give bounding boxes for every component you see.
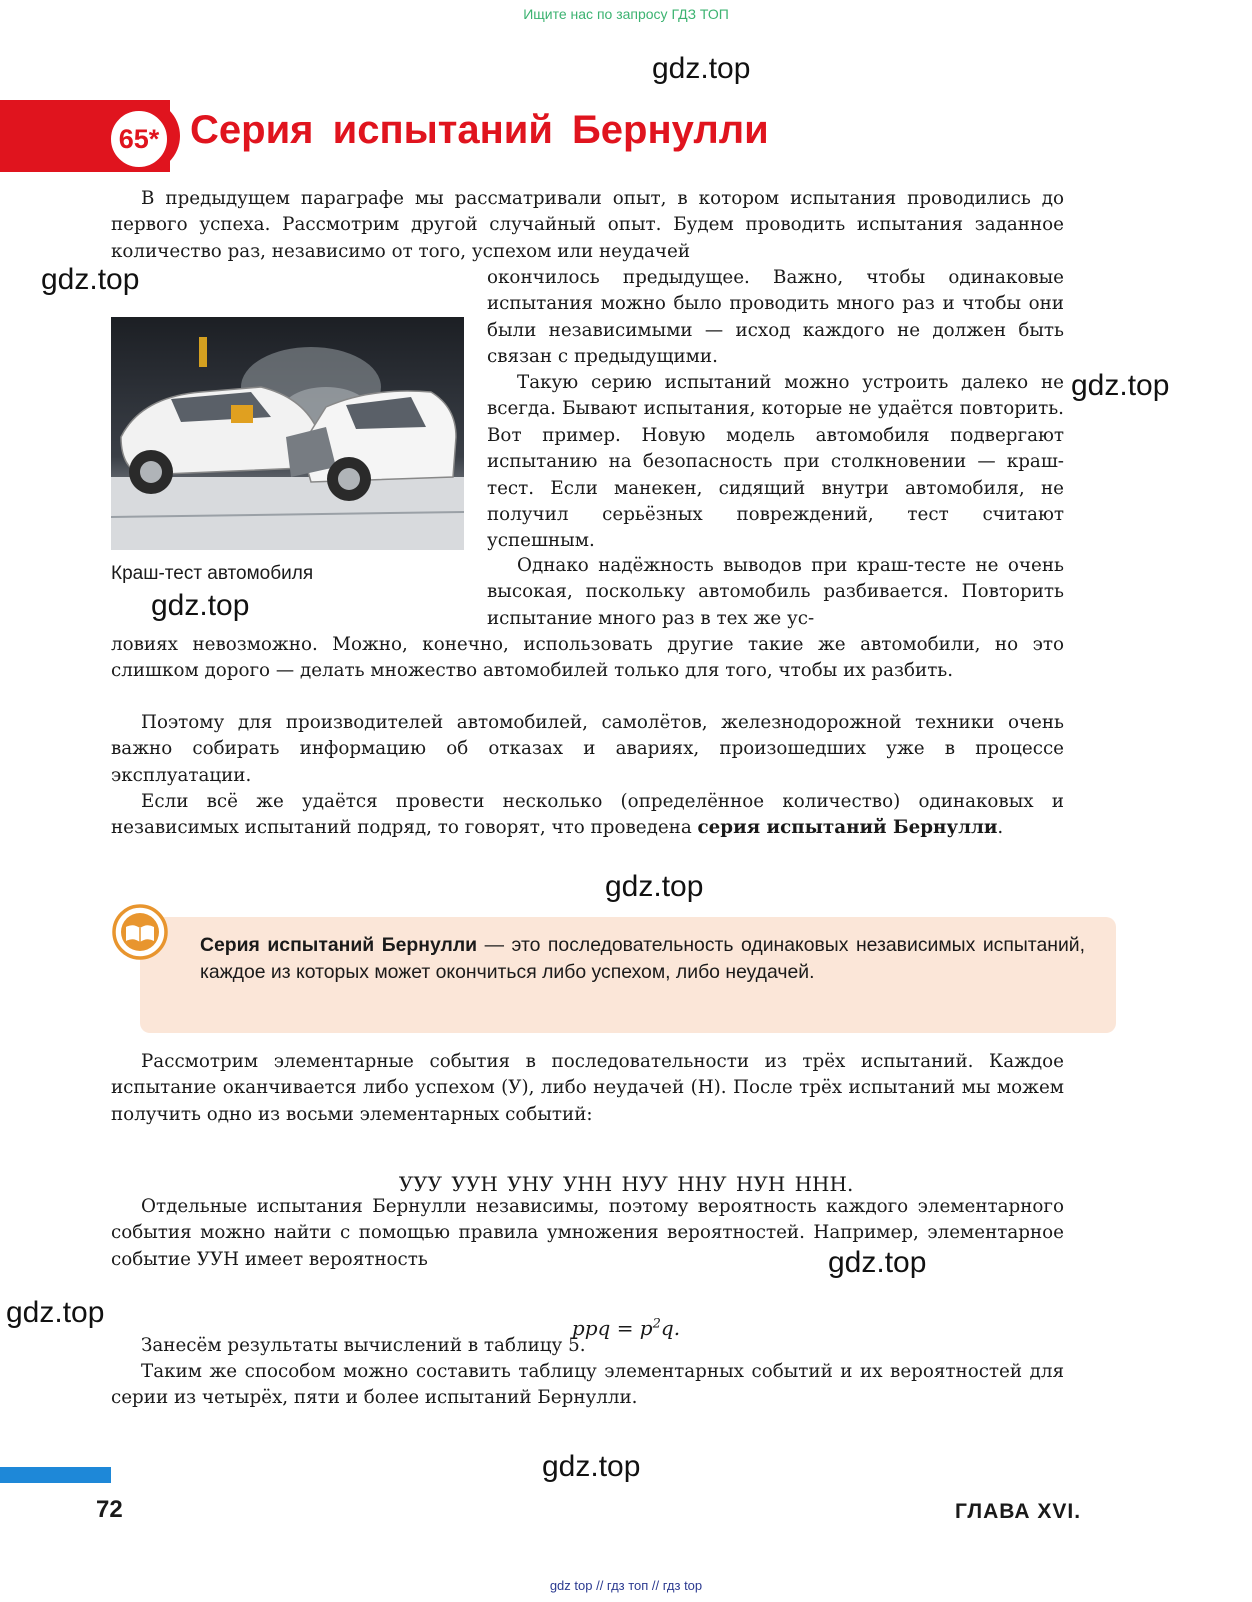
formula-right: q. — [660, 1316, 681, 1340]
p5-text: Если всё же удаётся провести несколько (определённое количество) одинаковых и независимых испытаний подряд, то говорят, что проведена — [111, 791, 1064, 839]
intro-paragraph-4: Поэтому для производителей автомобилей, самолётов, железнодорожной техники очень важно собирать информацию об отказах и авариях, произошедших уже в процессе эксплуатации. — [111, 712, 1064, 786]
elementary-events: УУУ УУН УНУ УНН НУУ ННУ НУН ННН. — [398, 1172, 854, 1196]
definition-body: — это последовательность одинаковых независимых испытаний, каждое из которых может окончиться либо успехом, либо неудачей. — [200, 934, 1085, 983]
page-number: 72 — [96, 1496, 123, 1523]
watermark: gdz.top — [828, 1246, 927, 1279]
footer-links[interactable]: gdz top // гдз топ // гдз top — [549, 1578, 703, 1593]
chapter-label: ГЛАВА XVI. — [955, 1500, 1082, 1523]
page-marker-bar — [0, 1467, 111, 1483]
intro-paragraph-1: окончилось предыдущее. Важно, чтобы одинаковые испытания можно было проводить много раз и чтобы они были независимыми — исход каждого не должен быть связан с предыдущими. — [487, 267, 1064, 368]
intro-paragraph-start: В предыдущем параграфе мы рассматривали опыт, в котором испытания проводились до первого успеха. Рассмотрим другой случайный опыт. Будем проводить испытания заданное количество раз, независимо от того, успехом или неудачей — [111, 188, 1064, 262]
book-icon — [111, 903, 169, 961]
p5-term: серия испытаний Бернулли — [697, 817, 998, 839]
watermark: gdz.top — [652, 52, 751, 85]
photo-caption: Краш-тест автомобиля — [111, 563, 314, 584]
page-title: Серия испытаний Бернулли — [190, 108, 769, 152]
watermark: gdz.top — [6, 1296, 105, 1329]
intro-paragraph-3: Однако надёжность выводов при краш-тесте не очень высокая, поскольку автомобиль разбивается. Повторить испытание много раз в тех же ус- — [487, 555, 1064, 629]
p5-end: . — [997, 817, 1004, 839]
formula-exponent: 2 — [652, 1316, 661, 1332]
formula-left: ppq = p — [571, 1316, 653, 1340]
watermark: gdz.top — [1071, 369, 1170, 402]
events-paragraph: Рассмотрим элементарные события в последовательности из трёх испытаний. Каждое испытание оканчивается либо успехом (У), либо неудачей (Н). После трёх испытаний мы можем получить одно из восьми элементарных событий: — [111, 1051, 1064, 1125]
intro-paragraph-2: Такую серию испытаний можно устроить далеко не всегда. Бывают испытания, которые не удаётся повторить. Вот пример. Новую модель автомобиля подвергают испытанию на безопасность при столкновении — краш-тест. Если манекен, сидящий внутри автомобиля, не получил серьёзных повреждений, тест считают успешным. — [487, 372, 1064, 552]
closing-paragraph: Таким же способом можно составить таблицу элементарных событий и их вероятностей для серии из четырёх, пяти и более испытаний Бернулли. — [111, 1361, 1064, 1409]
search-hint: Ищите нас по запросу ГДЗ ТОП — [523, 6, 729, 22]
probability-paragraph: Отдельные испытания Бернулли независимы, поэтому вероятность каждого элементарного события можно найти с помощью правила умножения вероятностей. Например, элементарное событие УУН имеет вероятность — [111, 1196, 1064, 1270]
intro-paragraph-5 — [111, 789, 1064, 842]
intro-paragraph-3-tail: ловиях невозможно. Можно, конечно, использовать другие такие же автомобили, но это слишком дорого — делать множество автомобилей только для того, чтобы их разбить. — [111, 634, 1064, 682]
table-note: Занесём результаты вычислений в таблицу 5. — [141, 1335, 586, 1356]
crash-test-photo — [111, 317, 464, 550]
section-number: 65* — [108, 108, 170, 170]
definition-text — [200, 932, 1085, 985]
definition-term: Серия испытаний Бернулли — [200, 934, 478, 956]
watermark: gdz.top — [605, 870, 704, 903]
watermark: gdz.top — [41, 263, 140, 296]
watermark: gdz.top — [151, 589, 250, 622]
watermark: gdz.top — [542, 1450, 641, 1483]
